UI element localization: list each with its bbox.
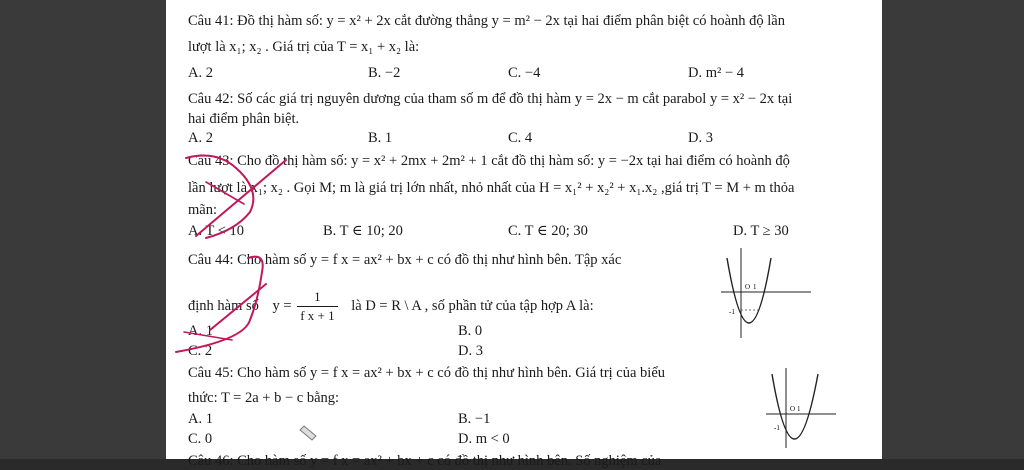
q44-parabola-graph — [721, 248, 811, 338]
q44-fraction — [297, 288, 337, 325]
q43-line2: lần lượt là x₁; x₂ . Gọi M; m là giá trị lớn nhất, nhỏ nhất của H = x₁² + x₂² + x₁.x₂ ,giá trị T = M + m thỏa — [188, 180, 795, 196]
q45-parabola-graph — [766, 368, 836, 448]
q41-option-a[interactable]: A. 2 — [188, 65, 213, 81]
q44-option-a[interactable]: A. 1 — [188, 323, 213, 339]
q42-option-b[interactable]: B. 1 — [368, 130, 393, 146]
q45-one-label: 1 — [797, 405, 801, 413]
q44-neg-one-label: -1 — [729, 308, 735, 316]
q41-option-d[interactable]: D. m² − 4 — [688, 65, 745, 81]
q44-origin-label: O — [745, 283, 751, 291]
q42-option-c[interactable]: C. 4 — [508, 130, 533, 146]
q43-option-b[interactable]: B. T ∈ 10; 20 — [323, 223, 403, 239]
q41-line1: Câu 41: Đồ thị hàm số: y = x² + 2x cắt đường thẳng y = m² − 2x tại hai điểm phân biệt có hoành độ lần — [188, 13, 785, 29]
q44-function-lhs: y = — [272, 297, 292, 314]
q45-line1: Câu 45: Cho hàm số y = f x = ax² + bx + c có đồ thị như hình bên. Giá trị của biểu — [188, 365, 666, 381]
q43-line3: mãn: — [188, 202, 217, 218]
q45-neg-one-label: -1 — [774, 424, 780, 432]
q42-option-d[interactable]: D. 3 — [688, 130, 713, 146]
q43-option-d[interactable]: D. T ≥ 30 — [733, 223, 789, 239]
q42-line2: hai điểm phân biệt. — [188, 111, 300, 127]
q44-line2 — [188, 288, 594, 325]
q43-option-c[interactable]: C. T ∈ 20; 30 — [508, 223, 588, 239]
viewer-right-margin — [882, 0, 1024, 459]
q44-line2-prefix: định hàm số — [188, 297, 259, 314]
q41-option-b[interactable]: B. −2 — [368, 65, 401, 81]
q45-origin-label: O — [790, 405, 796, 413]
q44-fraction-numerator: 1 — [297, 288, 337, 307]
q43-option-a[interactable]: A. T < 10 — [188, 223, 244, 239]
viewer-left-margin — [0, 0, 166, 459]
q44-line1: Câu 44: Cho hàm số y = f x = ax² + bx + c có đồ thị như hình bên. Tập xác — [188, 252, 622, 268]
pencil-cursor-icon — [300, 426, 316, 440]
q44-option-d[interactable]: D. 3 — [458, 343, 483, 359]
q46-line1: Câu 46: Cho hàm số y = f x = ax² + bx + c có đồ thị như hình bên. Số nghiệm của — [188, 453, 662, 469]
document-page — [166, 0, 882, 469]
q42-line1: Câu 42: Số các giá trị nguyên dương của tham số m để đồ thị hàm y = 2x − m cắt parabol y = x² − 2x tại — [188, 91, 793, 107]
q44-line2-suffix: là D = R \ A , số phần tử của tập hợp A là: — [351, 297, 594, 314]
q45-option-d[interactable]: D. m < 0 — [458, 431, 510, 447]
q45-option-c[interactable]: C. 0 — [188, 431, 213, 447]
q44-fraction-denominator: f x + 1 — [300, 308, 335, 323]
q41-line2: lượt là x₁; x₂ . Giá trị của T = x₁ + x₂ là: — [188, 39, 420, 55]
q44-option-c[interactable]: C. 2 — [188, 343, 213, 359]
q45-option-b[interactable]: B. −1 — [458, 411, 491, 427]
q45-option-a[interactable]: A. 1 — [188, 411, 213, 427]
q41-option-c[interactable]: C. −4 — [508, 65, 541, 81]
q45-line2: thức: T = 2a + b − c bằng: — [188, 390, 340, 406]
q43-line1: Câu 43: Cho đồ thị hàm số: y = x² + 2mx + 2m² + 1 cắt đồ thị hàm số: y = −2x tại hai điểm có hoành độ — [188, 153, 790, 169]
q44-one-label: 1 — [753, 283, 757, 291]
q44-option-b[interactable]: B. 0 — [458, 323, 483, 339]
q42-option-a[interactable]: A. 2 — [188, 130, 213, 146]
